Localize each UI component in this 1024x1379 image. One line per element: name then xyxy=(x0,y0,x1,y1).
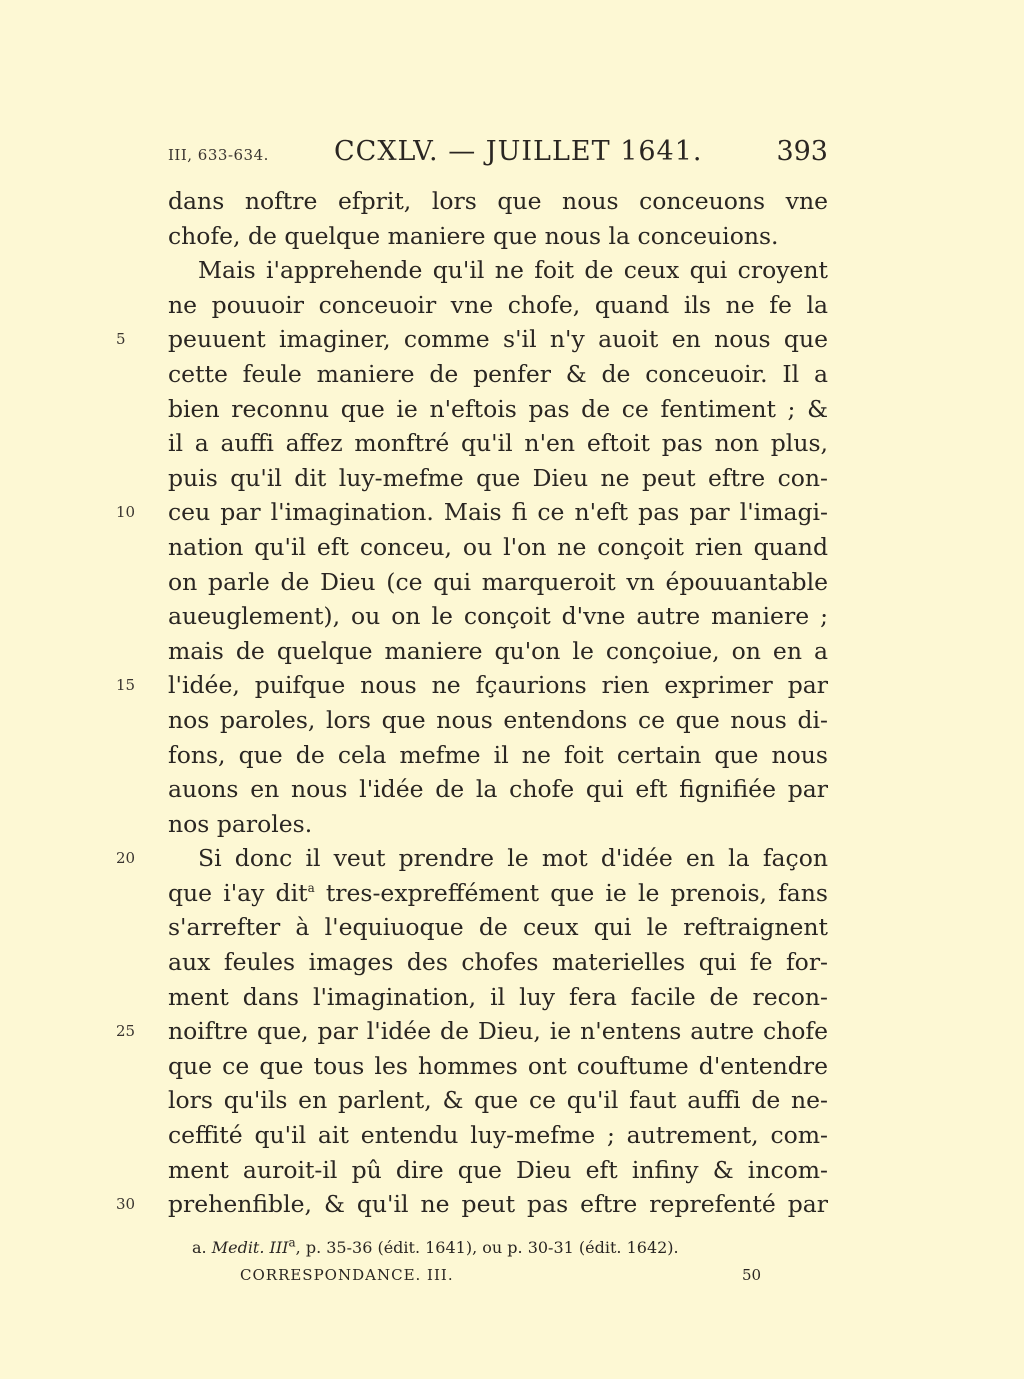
line-text: ment auroit-il pû dire que Dieu eft infiny & incom- xyxy=(168,1155,828,1184)
body-text xyxy=(116,184,828,1222)
line-text: s'arrefter à l'equiuoque de ceux qui le reftraignent xyxy=(168,913,828,942)
line-text: auons en nous l'idée de la chofe qui eft fignifiée par xyxy=(168,775,828,804)
text-line xyxy=(168,184,828,219)
line-text: peuuent imaginer, comme s'il n'y auoit en nous que xyxy=(168,325,828,354)
text-line xyxy=(168,1118,828,1153)
text-line xyxy=(168,253,828,288)
text-line xyxy=(168,288,828,323)
footnote-ref: Medit. III xyxy=(211,1238,289,1257)
line-text-prefix: que i'ay dit xyxy=(168,878,308,907)
text-line xyxy=(168,599,828,634)
line-text: fons, que de cela mefme il ne foit certain que nous xyxy=(168,740,828,769)
line-text: ceu par l'imagination. Mais fi ce n'eft pas par l'imagi- xyxy=(168,498,828,527)
text-line xyxy=(168,392,828,427)
footer-signature: CORRESPONDANCE. III. xyxy=(240,1266,454,1284)
footnote-text: , p. 35-36 (édit. 1641), ou p. 30-31 (édit. 1642). xyxy=(295,1238,679,1257)
footnote-ref-sup: a xyxy=(288,1235,296,1250)
line-text: prehenfible, & qu'il ne peut pas eftre reprefenté par xyxy=(168,1190,828,1219)
line-number: 30 xyxy=(116,1195,136,1214)
text-line xyxy=(168,530,828,565)
line-text: l'idée, puifque nous ne fçaurions rien exprimer par xyxy=(168,671,828,700)
line-text: nation qu'il eft conceu, ou l'on ne conçoit rien quand xyxy=(168,532,828,561)
text-line xyxy=(168,357,828,392)
line-number: 5 xyxy=(116,330,126,349)
text-line xyxy=(116,1187,828,1222)
line-text: cette feule maniere de penfer & de conceuoir. Il a xyxy=(168,359,828,388)
footer-signature-number: 50 xyxy=(742,1266,762,1284)
line-text: puis qu'il dit luy-mefme que Dieu ne peut eftre con- xyxy=(168,463,828,492)
line-text: ment dans l'imagination, il luy fera facile de recon- xyxy=(168,982,828,1011)
line-text: ne pouuoir conceuoir vne chofe, quand ils ne fe la xyxy=(168,290,828,319)
line-text: chofe, de quelque maniere que nous la conceuions. xyxy=(168,221,779,250)
footnote-marker: a. xyxy=(192,1238,207,1257)
text-line xyxy=(168,1049,828,1084)
text-line xyxy=(168,1153,828,1188)
line-text: tres-expreffément que ie le prenois, fans xyxy=(325,878,828,907)
text-line xyxy=(168,634,828,669)
line-text: noiftre que, par l'idée de Dieu, ie n'entens autre chofe xyxy=(168,1017,828,1046)
line-text: aueuglement), ou on le conçoit d'vne autre maniere ; xyxy=(168,602,828,631)
text-line xyxy=(168,738,828,773)
text-line xyxy=(168,876,828,911)
text-line xyxy=(168,945,828,980)
line-text: bien reconnu que ie n'eftois pas de ce fentiment ; & xyxy=(168,394,828,423)
text-line xyxy=(168,219,828,254)
text-line xyxy=(116,322,828,357)
text-line xyxy=(168,426,828,461)
line-text: Si donc il veut prendre le mot d'idée en la façon xyxy=(198,844,828,873)
line-text: mais de quelque maniere qu'on le conçoiue, on en a xyxy=(168,636,828,665)
line-text: lors qu'ils en parlent, & que ce qu'il faut auffi de ne- xyxy=(168,1086,828,1115)
text-line xyxy=(168,703,828,738)
text-line xyxy=(116,668,828,703)
footnote-call: a xyxy=(307,881,315,896)
text-line xyxy=(116,495,828,530)
page-number: 393 xyxy=(776,136,828,167)
text-line xyxy=(168,980,828,1015)
line-number: 15 xyxy=(116,676,136,695)
line-text: aux feules images des chofes materielles qui fe for- xyxy=(168,948,828,977)
text-line xyxy=(168,461,828,496)
text-line xyxy=(168,1083,828,1118)
line-text: nos paroles. xyxy=(168,809,313,838)
text-line xyxy=(116,841,828,876)
line-text: ceffité qu'il ait entendu luy-mefme ; autrement, com- xyxy=(168,1121,828,1150)
text-line xyxy=(168,910,828,945)
line-number: 10 xyxy=(116,503,136,522)
text-line xyxy=(116,1014,828,1049)
line-text: nos paroles, lors que nous entendons ce que nous di- xyxy=(168,705,828,734)
line-text: Mais i'apprehende qu'il ne foit de ceux qui croyent xyxy=(198,256,828,285)
line-number: 20 xyxy=(116,849,136,868)
text-line xyxy=(168,565,828,600)
header-title: CCXLV. — JUILLET 1641. xyxy=(334,136,703,167)
line-number: 25 xyxy=(116,1022,136,1041)
line-text: on parle de Dieu (ce qui marqueroit vn épouuantable xyxy=(168,567,828,596)
text-line xyxy=(168,772,828,807)
line-text: que ce que tous les hommes ont couftume d'entendre xyxy=(168,1051,828,1080)
text-line xyxy=(168,807,828,842)
line-text: dans noftre efprit, lors que nous conceuons vne xyxy=(168,187,828,215)
running-header xyxy=(168,136,828,176)
line-text: il a auffi affez monftré qu'il n'en eftoit pas non plus, xyxy=(168,429,828,458)
footnote xyxy=(192,1235,679,1257)
header-reference: III, 633-634. xyxy=(168,146,269,164)
